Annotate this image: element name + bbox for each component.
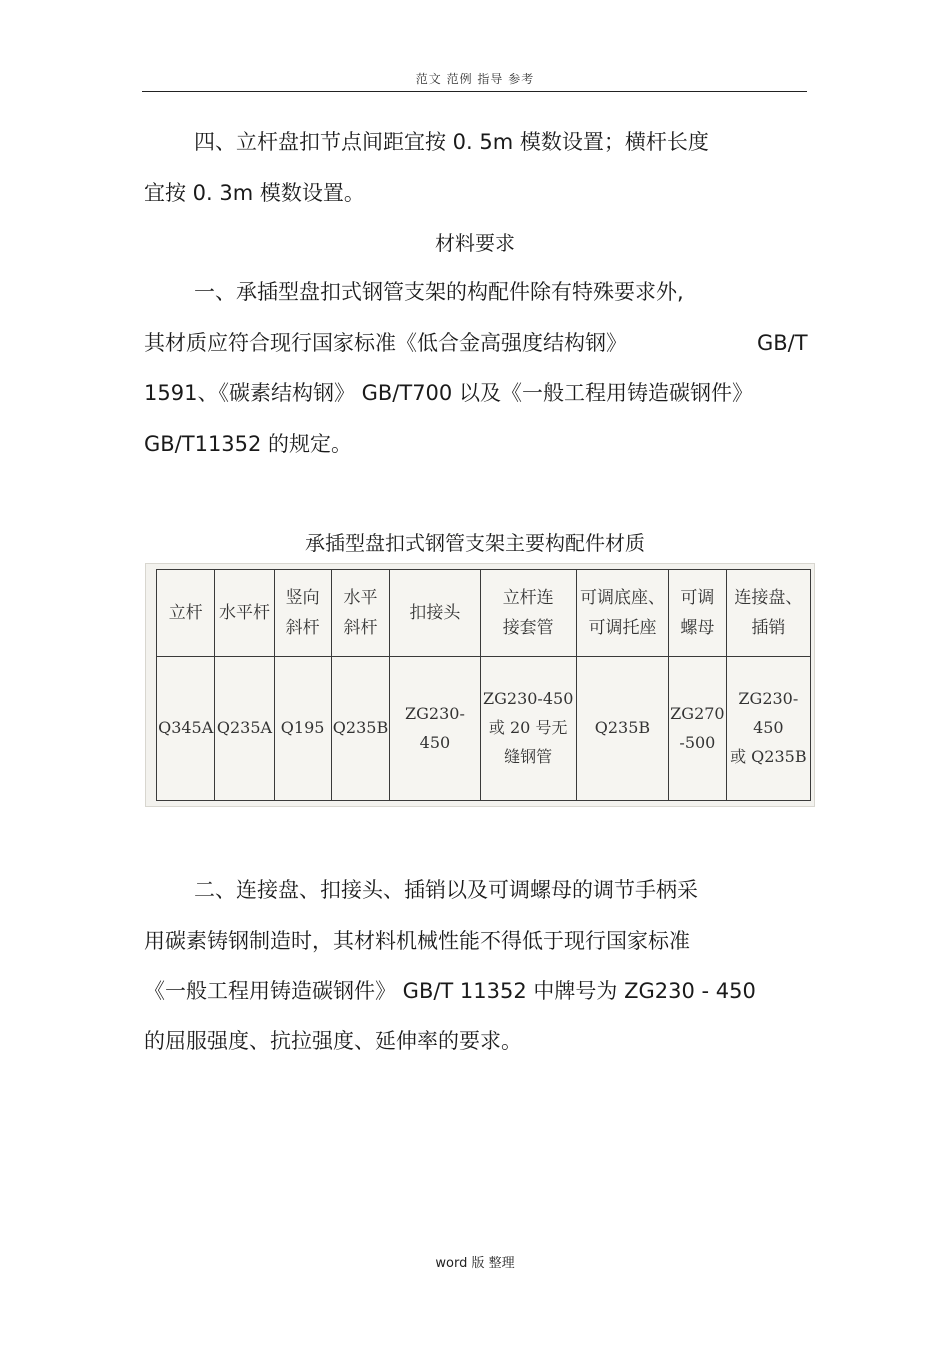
- table-value-cell: ZG230-450: [390, 657, 480, 801]
- table-header-cell: 水平 斜杆: [331, 570, 390, 657]
- table-header-cell: 可调 螺母: [669, 570, 727, 657]
- item2-line3: 《一般工程用铸造碳钢件》 GB/T 11352 中牌号为 ZG230 - 450: [144, 979, 756, 1003]
- materials-heading: 材料要求: [435, 231, 515, 255]
- page-header: 范文 范例 指导 参考: [415, 72, 535, 86]
- table-header-cell: 竖向 斜杆: [274, 570, 331, 657]
- table-header-cell: 可调底座、 可调托座: [576, 570, 668, 657]
- section4-line2: 宜按 0. 3m 模数设置。: [144, 181, 365, 205]
- item2-line4: 的屈服强度、抗拉强度、延伸率的要求。: [144, 1029, 522, 1053]
- item1-line3: 1591、《碳素结构钢》 GB/T700 以及《一般工程用铸造碳钢件》: [144, 381, 753, 405]
- page-footer: word 版 整理: [435, 1256, 515, 1271]
- item2-line2: 用碳素铸钢制造时，其材料机械性能不得低于现行国家标准: [144, 929, 690, 953]
- table-header-cell: 水平杆: [215, 570, 274, 657]
- header-divider: [142, 91, 807, 92]
- table-header-cell: 立杆: [157, 570, 215, 657]
- table-value-cell: Q195: [274, 657, 331, 801]
- table-value-cell: Q235B: [331, 657, 390, 801]
- item2-line1: 二、连接盘、扣接头、插销以及可调螺母的调节手柄采: [194, 878, 698, 902]
- table-value-cell: ZG230-450 或 20 号无 缝钢管: [480, 657, 576, 801]
- item1-line2: 其材质应符合现行国家标准《低合金高强度结构钢》: [144, 331, 627, 355]
- item1-line2-standard: GB/T: [757, 331, 808, 355]
- table-value-cell: ZG270 -500: [669, 657, 727, 801]
- table-header-cell: 立杆连 接套管: [480, 570, 576, 657]
- section4-line1: 四、立杆盘扣节点间距宜按 0. 5m 模数设置；横杆长度: [194, 130, 709, 154]
- material-table-image: [145, 563, 815, 807]
- item1-line4: GB/T11352 的规定。: [144, 432, 353, 456]
- table-caption: 承插型盘扣式钢管支架主要构配件材质: [305, 531, 645, 555]
- item1-line1: 一、承插型盘扣式钢管支架的构配件除有特殊要求外,: [194, 280, 684, 304]
- material-table: [156, 569, 811, 801]
- table-header-cell: 连接盘、 插销: [726, 570, 810, 657]
- table-value-cell: ZG230-450 或 Q235B: [726, 657, 810, 801]
- table-header-cell: 扣接头: [390, 570, 480, 657]
- table-value-cell: Q345A: [157, 657, 215, 801]
- table-value-cell: Q235B: [576, 657, 668, 801]
- table-value-cell: Q235A: [215, 657, 274, 801]
